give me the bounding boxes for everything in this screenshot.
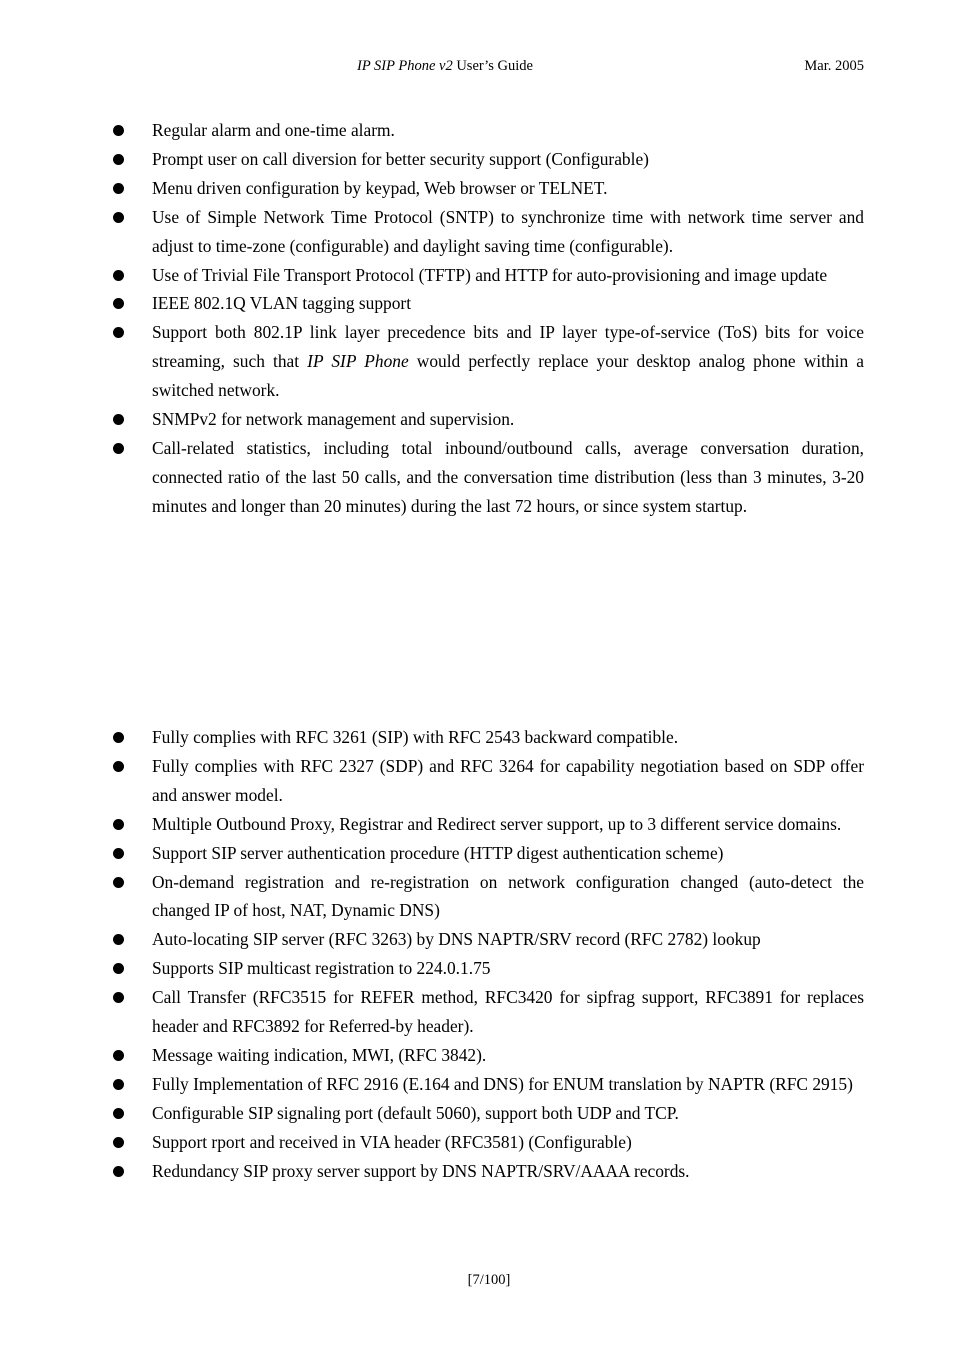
document-title xyxy=(0,58,890,75)
list-item-text xyxy=(152,322,864,400)
list-item-text: Multiple Outbound Proxy, Registrar and Redirect server support, up to 3 different service domains. xyxy=(152,813,842,834)
bullet-icon xyxy=(113,963,124,974)
list-item xyxy=(0,434,864,521)
page-number: [7/100] xyxy=(467,1272,511,1288)
list-item-text: SNMPv2 for network management and supervision. xyxy=(152,409,515,430)
feature-list-sip xyxy=(0,723,954,1186)
feature-list-general xyxy=(0,116,954,521)
bullet-icon xyxy=(113,298,124,309)
bullet-icon xyxy=(113,1166,124,1177)
bullet-icon xyxy=(113,1108,124,1119)
bullet-icon xyxy=(113,934,124,945)
list-item xyxy=(0,203,864,261)
bullet-icon xyxy=(113,212,124,223)
list-item xyxy=(0,954,864,983)
list-item xyxy=(0,1070,864,1099)
list-item xyxy=(0,810,864,839)
list-item xyxy=(0,318,864,405)
bullet-icon xyxy=(113,992,124,1003)
list-item xyxy=(0,839,864,868)
list-item-text: Redundancy SIP proxy server support by DNS NAPTR/SRV/AAAA records. xyxy=(152,1160,690,1181)
bullet-icon xyxy=(113,761,124,772)
list-item-text: Use of Simple Network Time Protocol (SNTP) to synchronize time with network time server and adjust to time-zone (configurable) and daylight saving time (configurable). xyxy=(152,206,864,256)
list-item xyxy=(0,174,864,203)
list-item-text: Fully complies with RFC 3261 (SIP) with RFC 2543 backward compatible. xyxy=(152,727,679,747)
bullet-icon xyxy=(113,270,124,281)
list-item xyxy=(0,1128,864,1157)
list-item xyxy=(0,289,864,318)
list-item-text: Call-related statistics, including total inbound/outbound calls, average conversation duration, connected ratio of the last 50 calls, and the conversation time distribution (less than 3 minutes, 3-20 minutes and longer than 20 minutes) during the last 72 hours, or since system startup. xyxy=(152,437,864,516)
list-item xyxy=(0,752,864,810)
list-item-text: Supports SIP multicast registration to 224.0.1.75 xyxy=(152,958,491,979)
list-item-text-part: Support both 802.1P link layer precedence bits and IP layer type-of-service (ToS) bits for voice streaming, such that xyxy=(152,322,864,372)
list-item-text: On-demand registration and re-registration on network configuration changed (auto-detect the changed IP of host, NAT, Dynamic DNS) xyxy=(152,871,864,921)
list-item xyxy=(0,145,864,174)
list-item xyxy=(0,1099,864,1128)
list-item xyxy=(0,116,864,145)
bullet-icon xyxy=(113,732,124,743)
list-item-text: Message waiting indication, MWI, (RFC 3842). xyxy=(152,1044,487,1065)
list-item-text: Support rport and received in VIA header (RFC3581) (Configurable) xyxy=(152,1131,632,1152)
bullet-icon xyxy=(113,819,124,830)
product-name: IP SIP Phone v2 xyxy=(357,58,453,74)
list-item-text: IEEE 802.1Q VLAN tagging support xyxy=(152,293,412,314)
list-item-text: Prompt user on call diversion for better security support (Configurable) xyxy=(152,148,649,169)
bullet-icon xyxy=(113,443,124,454)
list-item xyxy=(0,983,864,1041)
list-item xyxy=(0,1157,864,1186)
bullet-icon xyxy=(113,125,124,136)
list-item xyxy=(0,261,864,290)
list-item-text: Fully Implementation of RFC 2916 (E.164 and DNS) for ENUM translation by NAPTR (RFC 2915) xyxy=(152,1073,853,1094)
bullet-icon xyxy=(113,1050,124,1061)
document-date: Mar. 2005 xyxy=(804,58,864,74)
list-item xyxy=(0,1041,864,1070)
bullet-icon xyxy=(113,848,124,859)
list-item-text-part: would perfectly replace your desktop analog phone within a switched network. xyxy=(152,351,864,401)
list-item-text: Support SIP server authentication procedure (HTTP digest authentication scheme) xyxy=(152,842,724,863)
bullet-icon xyxy=(113,877,124,888)
bullet-icon xyxy=(113,154,124,165)
page-header xyxy=(0,58,954,78)
list-item-text: Call Transfer (RFC3515 for REFER method, RFC3420 for sipfrag support, RFC3891 for replaces header and RFC3892 for Referred-by header). xyxy=(152,987,864,1037)
bullet-icon xyxy=(113,414,124,425)
product-name-inline: IP SIP Phone xyxy=(307,351,409,372)
list-item xyxy=(0,405,864,434)
list-item xyxy=(0,723,864,752)
document-title-rest: User’s Guide xyxy=(452,58,533,74)
bullet-icon xyxy=(113,1079,124,1090)
list-item xyxy=(0,925,864,954)
list-item-text: Menu driven configuration by keypad, Web browser or TELNET. xyxy=(152,177,608,198)
list-item xyxy=(0,868,864,926)
bullet-icon xyxy=(113,327,124,338)
list-item-text: Fully complies with RFC 2327 (SDP) and RFC 3264 for capability negotiation based on SDP offer and answer model. xyxy=(152,755,864,805)
list-item-text: Configurable SIP signaling port (default 5060), support both UDP and TCP. xyxy=(152,1102,679,1123)
list-item-text: Use of Trivial File Transport Protocol (TFTP) and HTTP for auto-provisioning and image update xyxy=(152,264,828,285)
list-item-text: Regular alarm and one-time alarm. xyxy=(152,120,395,140)
bullet-icon xyxy=(113,1137,124,1148)
bullet-icon xyxy=(113,183,124,194)
list-item-text: Auto-locating SIP server (RFC 3263) by DNS NAPTR/SRV record (RFC 2782) lookup xyxy=(152,929,761,950)
